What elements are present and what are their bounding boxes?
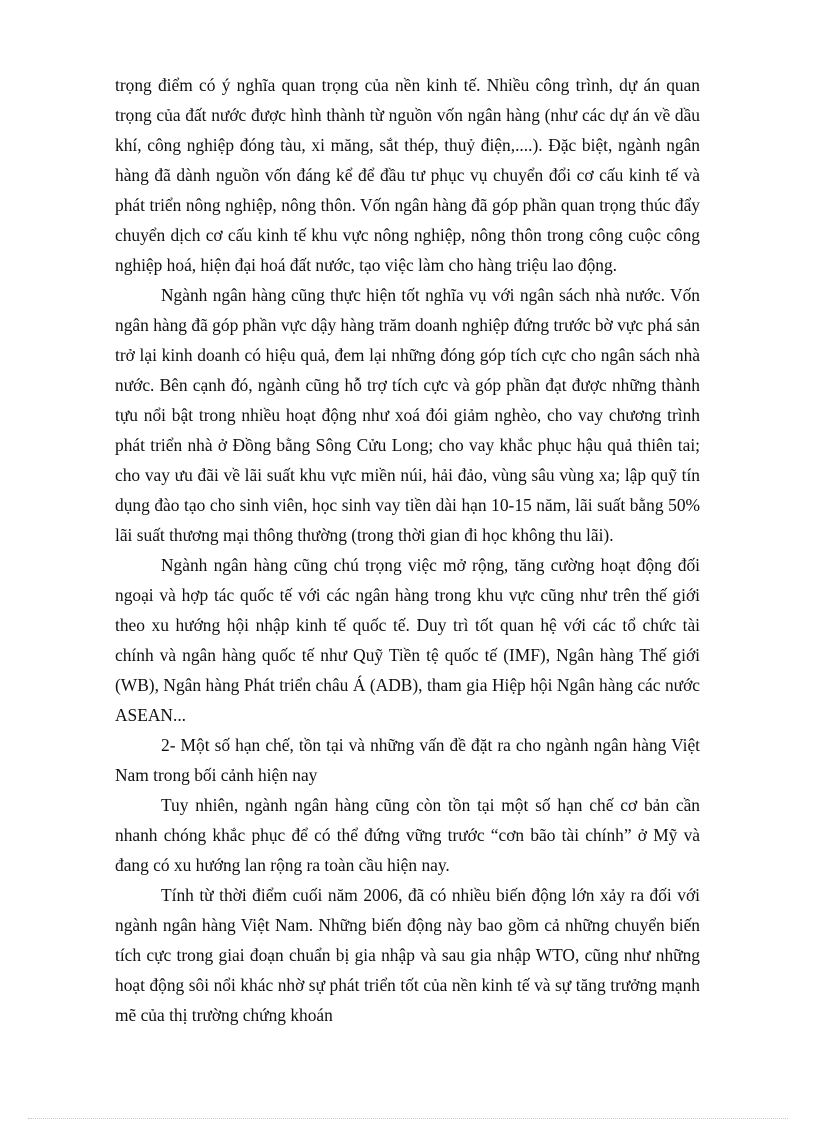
document-page [115,70,700,1030]
paragraph-international-cooperation: Ngành ngân hàng cũng chú trọng việc mở rộng, tăng cường hoạt động đối ngoại và hợp tác quốc tế với các ngân hàng trong khu vực cũng như trên thế giới theo xu hướng hội nhập kinh tế quốc tế. Duy trì tốt quan hệ với các tổ chức tài chính và ngân hàng quốc tế như Quỹ Tiền tệ quốc tế (IMF), Ngân hàng Thế giới (WB), Ngân hàng Phát triển châu Á (ADB), tham gia Hiệp hội Ngân hàng các nước ASEAN... [115,555,700,725]
paragraph-developments-2006: Tính từ thời điểm cuối năm 2006, đã có nhiều biến động lớn xảy ra đối với ngành ngân hàng Việt Nam. Những biến động này bao gồm cả những chuyển biến tích cực trong giai đoạn chuẩn bị gia nhập và sau gia nhập WTO, cũng như những hoạt động sôi nổi khác nhờ sự phát triển tốt của nền kinh tế và sự tăng trưởng mạnh mẽ của thị trường chứng khoán [115,885,700,1025]
paragraph-limitations: Tuy nhiên, ngành ngân hàng cũng còn tồn tại một số hạn chế cơ bản cần nhanh chóng khắc phục để có thể đứng vững trước “cơn bão tài chính” ở Mỹ và đang có xu hướng lan rộng ra toàn cầu hiện nay. [115,795,700,875]
paragraph-budget-obligation: Ngành ngân hàng cũng thực hiện tốt nghĩa vụ với ngân sách nhà nước. Vốn ngân hàng đã góp phần vực dậy hàng trăm doanh nghiệp đứng trước bờ vực phá sản trở lại kinh doanh có hiệu quả, đem lại những đóng góp tích cực cho ngân sách nhà nước. Bên cạnh đó, ngành cũng hỗ trợ tích cực và góp phần đạt được những thành tựu nổi bật trong nhiều hoạt động như xoá đói giảm nghèo, cho vay chương trình phát triển nhà ở Đồng bằng Sông Cửu Long; cho vay khắc phục hậu quả thiên tai; cho vay ưu đãi về lãi suất khu vực miền núi, hải đảo, vùng sâu vùng xa; lập quỹ tín dụng đào tạo cho sinh viên, học sinh vay tiền dài hạn 10-15 năm, lãi suất bằng 50% lãi suất thương mại thông thường (trong thời gian đi học không thu lãi). [115,285,700,545]
page-bottom-rule [28,1118,788,1119]
section-heading: 2- Một số hạn chế, tồn tại và những vấn đề đặt ra cho ngành ngân hàng Việt Nam trong bối cảnh hiện nay [115,735,700,785]
paragraph-continuation: trọng điểm có ý nghĩa quan trọng của nền kinh tế. Nhiều công trình, dự án quan trọng của đất nước được hình thành từ nguồn vốn ngân hàng (như các dự án về dầu khí, công nghiệp đóng tàu, xi măng, sắt thép, thuỷ điện,....). Đặc biệt, ngành ngân hàng đã dành nguồn vốn đáng kể để đầu tư phục vụ chuyển đổi cơ cấu kinh tế và phát triển nông nghiệp, nông thôn. Vốn ngân hàng đã góp phần quan trọng thúc đẩy chuyển dịch cơ cấu kinh tế khu vực nông nghiệp, nông thôn trong công cuộc công nghiệp hoá, hiện đại hoá đất nước, tạo việc làm cho hàng triệu lao động. [115,75,700,275]
